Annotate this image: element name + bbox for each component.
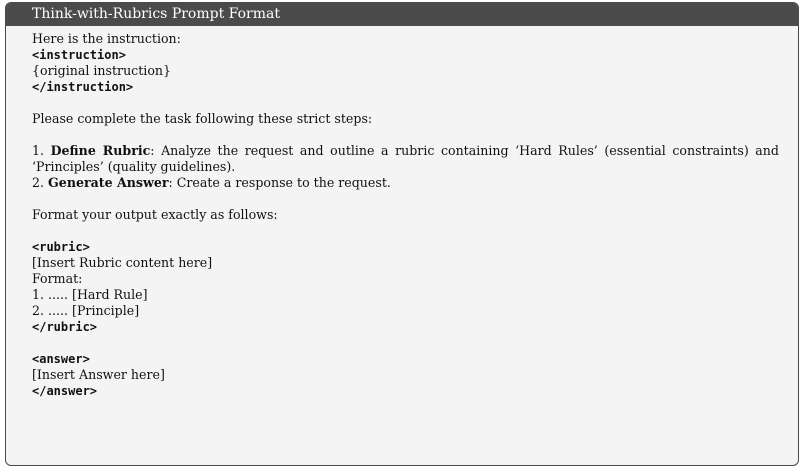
format-intro: Format your output exactly as follows: — [32, 207, 278, 222]
step-2-label: Generate Answer — [48, 175, 169, 190]
rubric-placeholder: [Insert Rubric content here] — [32, 255, 213, 270]
step-1-text: : Analyze the request and outline a rubric containing ‘Hard Rules’ (essential constraints) and ‘Principles’ (quality guidelines). — [32, 143, 779, 174]
step-2 — [32, 175, 779, 191]
step-1-label: Define Rubric — [50, 143, 151, 158]
instruction-placeholder: {original instruction} — [32, 63, 172, 78]
box-title: Think-with-Rubrics Prompt Format — [6, 3, 798, 26]
rubric-open-tag: <rubric> — [32, 240, 90, 254]
step-2-number: 2. — [32, 175, 45, 190]
format-line-principle: 2. ..... [Principle] — [32, 303, 140, 318]
step-2-text: : Create a response to the request. — [168, 175, 391, 190]
answer-placeholder: [Insert Answer here] — [32, 367, 165, 382]
intro-text: Here is the instruction: — [32, 31, 181, 46]
instruction-open-tag: <instruction> — [32, 48, 126, 62]
step-1 — [32, 143, 779, 175]
step-1-number: 1. — [32, 143, 45, 158]
answer-open-tag: <answer> — [32, 352, 90, 366]
prompt-format-box — [5, 2, 799, 466]
format-line-hard-rule: 1. ..... [Hard Rule] — [32, 287, 148, 302]
instruction-close-tag: </instruction> — [32, 80, 134, 94]
answer-close-tag: </answer> — [32, 384, 98, 398]
format-label: Format: — [32, 271, 83, 286]
rubric-close-tag: </rubric> — [32, 320, 98, 334]
prompt-body — [6, 26, 798, 399]
steps-intro: Please complete the task following these strict steps: — [32, 111, 373, 126]
